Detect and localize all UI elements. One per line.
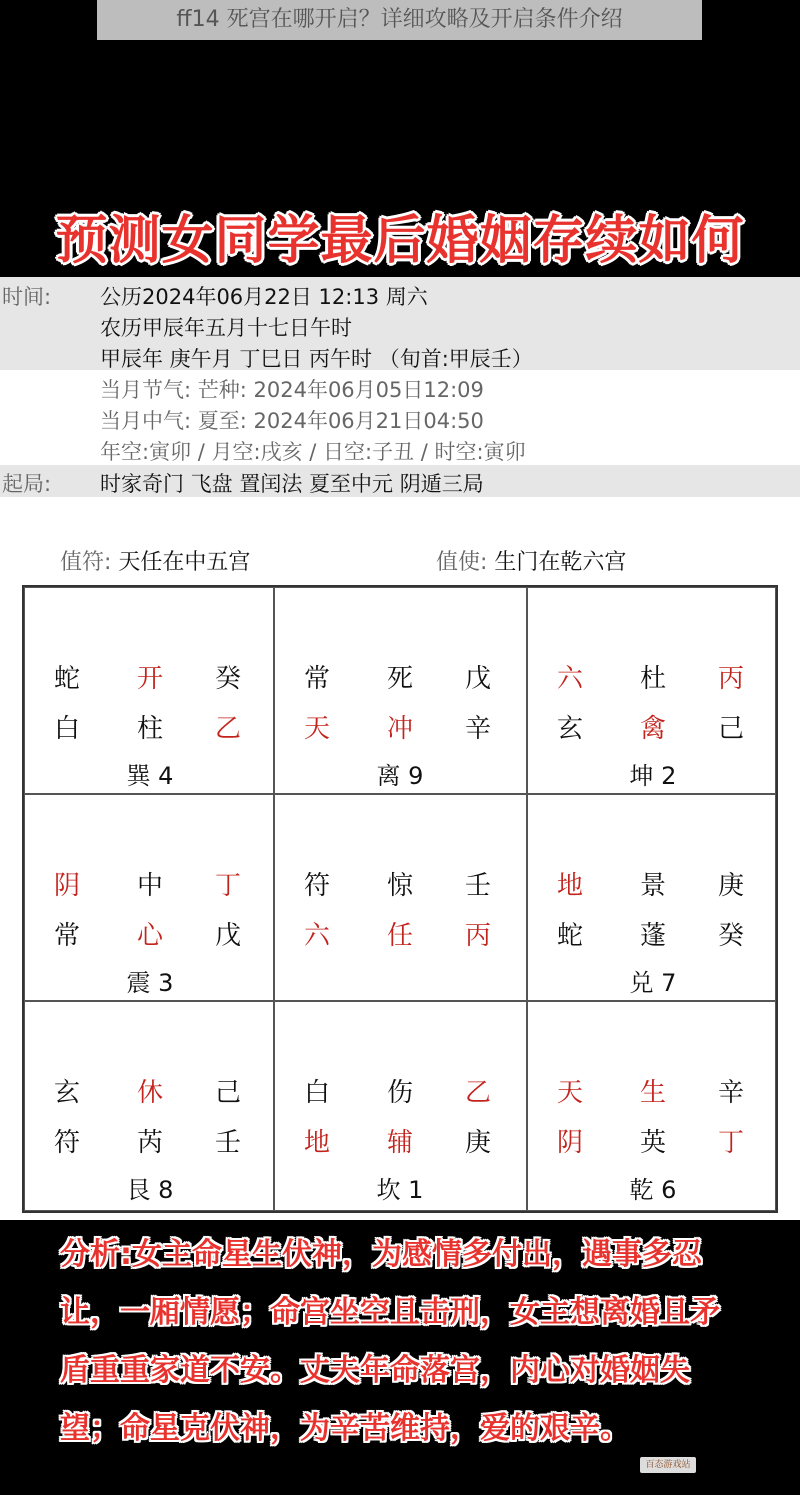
palace-glyph: 戊 bbox=[214, 921, 241, 951]
palace-glyph: 白 bbox=[303, 1078, 330, 1108]
palace-glyph: 英 bbox=[639, 1128, 666, 1158]
palace-name: 震 3 bbox=[126, 969, 174, 997]
palace-glyph: 丁 bbox=[214, 871, 241, 901]
palace-glyph: 伤 bbox=[386, 1078, 413, 1108]
palace-glyph: 任 bbox=[386, 921, 413, 951]
zhishi-label: 值使: bbox=[436, 550, 488, 575]
palace-glyph: 阴 bbox=[53, 871, 80, 901]
palace-glyph: 心 bbox=[136, 921, 163, 951]
palace-glyph: 常 bbox=[303, 664, 330, 694]
palace-cell bbox=[274, 587, 527, 794]
setup-label: 起局: bbox=[2, 472, 52, 496]
void-line: 年空:寅卯 / 月空:戌亥 / 日空:子丑 / 时空:寅卯 bbox=[100, 440, 526, 464]
palace-name: 坤 2 bbox=[629, 762, 677, 790]
nine-palace-grid bbox=[22, 585, 778, 1213]
palace-glyph: 生 bbox=[639, 1078, 666, 1108]
time-line-lunar: 农历甲辰年五月十七日午时 bbox=[100, 316, 352, 340]
palace-glyph: 庚 bbox=[717, 871, 744, 901]
palace-glyph: 杜 bbox=[639, 664, 666, 694]
palace-glyph: 辛 bbox=[717, 1078, 744, 1108]
zhishi-value: 生门在乾六宫 bbox=[494, 550, 627, 575]
zhifu-value: 天任在中五宫 bbox=[118, 550, 251, 575]
palace-glyph: 符 bbox=[53, 1128, 80, 1158]
palace-cell bbox=[527, 794, 776, 1001]
palace-glyph: 庚 bbox=[464, 1128, 491, 1158]
palace-glyph: 天 bbox=[556, 1078, 583, 1108]
palace-glyph: 辅 bbox=[386, 1128, 413, 1158]
palace-glyph: 惊 bbox=[386, 871, 413, 901]
watermark-logo: 百态游戏站 bbox=[640, 1457, 696, 1473]
palace-glyph: 天 bbox=[303, 714, 330, 744]
palace-cell bbox=[24, 587, 274, 794]
analysis-line: 让，一厢情愿；命宫坐空且击刑，女主想离婚且矛 bbox=[60, 1295, 720, 1330]
palace-glyph: 符 bbox=[303, 871, 330, 901]
palace-glyph: 常 bbox=[53, 921, 80, 951]
palace-glyph: 己 bbox=[717, 714, 744, 744]
palace-glyph: 开 bbox=[136, 664, 163, 694]
palace-glyph: 乙 bbox=[214, 714, 241, 744]
palace-cell bbox=[274, 794, 527, 1001]
zhifu-label: 值符: bbox=[60, 550, 112, 575]
palace-name: 离 9 bbox=[376, 762, 424, 790]
palace-glyph: 癸 bbox=[214, 664, 241, 694]
mid-term-line: 当月中气: 夏至: 2024年06月21日04:50 bbox=[100, 409, 484, 433]
time-line-solar: 公历2024年06月22日 12:13 周六 bbox=[100, 285, 428, 309]
palace-cell bbox=[527, 587, 776, 794]
palace-glyph: 蛇 bbox=[53, 664, 80, 694]
palace-glyph: 丁 bbox=[717, 1128, 744, 1158]
palace-glyph: 中 bbox=[136, 871, 163, 901]
palace-name: 坎 1 bbox=[376, 1176, 424, 1204]
palace-cell bbox=[527, 1001, 776, 1211]
palace-glyph: 休 bbox=[136, 1078, 163, 1108]
palace-glyph: 辛 bbox=[464, 714, 491, 744]
analysis-line: 分析:女主命星生伏神，为感情多付出，遇事多忍 bbox=[60, 1237, 702, 1272]
palace-glyph: 丙 bbox=[464, 921, 491, 951]
palace-glyph: 地 bbox=[556, 871, 583, 901]
time-block bbox=[0, 277, 800, 370]
palace-cell bbox=[24, 794, 274, 1001]
palace-glyph: 禽 bbox=[639, 714, 666, 744]
palace-glyph: 六 bbox=[303, 921, 330, 951]
palace-glyph: 癸 bbox=[717, 921, 744, 951]
palace-glyph: 蓬 bbox=[639, 921, 666, 951]
setup-line: 时家奇门 飞盘 置闰法 夏至中元 阴遁三局 bbox=[100, 472, 484, 496]
solar-term-line: 当月节气: 芒种: 2024年06月05日12:09 bbox=[100, 378, 484, 402]
palace-glyph: 阴 bbox=[556, 1128, 583, 1158]
palace-glyph: 死 bbox=[386, 664, 413, 694]
palace-name: 乾 6 bbox=[629, 1176, 677, 1204]
palace-glyph: 地 bbox=[303, 1128, 330, 1158]
qimen-sheet bbox=[0, 277, 800, 1220]
palace-name: 巽 4 bbox=[126, 762, 174, 790]
palace-glyph: 乙 bbox=[464, 1078, 491, 1108]
palace-glyph: 壬 bbox=[214, 1128, 241, 1158]
palace-glyph: 己 bbox=[214, 1078, 241, 1108]
analysis-line: 望；命星克伏神，为辛苦维持，爱的艰辛。 bbox=[60, 1411, 630, 1446]
headline: 预测女同学最后婚姻存续如何 bbox=[55, 211, 745, 271]
palace-name: 兑 7 bbox=[629, 969, 677, 997]
palace-glyph: 戊 bbox=[464, 664, 491, 694]
palace-name: 艮 8 bbox=[126, 1176, 174, 1204]
palace-glyph: 玄 bbox=[53, 1078, 80, 1108]
setup-block bbox=[0, 465, 800, 497]
palace-glyph: 白 bbox=[53, 714, 80, 744]
zhishi bbox=[436, 545, 626, 576]
palace-glyph: 冲 bbox=[386, 714, 413, 744]
palace-glyph: 丙 bbox=[717, 664, 744, 694]
palace-glyph: 壬 bbox=[464, 871, 491, 901]
palace-cell bbox=[274, 1001, 527, 1211]
palace-glyph: 景 bbox=[639, 871, 666, 901]
palace-glyph: 柱 bbox=[136, 714, 163, 744]
palace-glyph: 玄 bbox=[556, 714, 583, 744]
palace-glyph: 芮 bbox=[136, 1128, 163, 1158]
caption-bar: ff14 死宫在哪开启？详细攻略及开启条件介绍 bbox=[97, 0, 702, 40]
palace-glyph: 蛇 bbox=[556, 921, 583, 951]
solar-term-block bbox=[0, 370, 800, 465]
analysis-text bbox=[60, 1226, 750, 1458]
analysis-line: 盾重重家道不安。丈夫年命落宫，内心对婚姻失 bbox=[60, 1353, 690, 1388]
time-line-ganzhi: 甲辰年 庚午月 丁巳日 丙午时 （旬首:甲辰壬） bbox=[100, 347, 533, 371]
zhifu bbox=[60, 545, 250, 576]
time-label: 时间: bbox=[2, 285, 52, 309]
palace-glyph: 六 bbox=[556, 664, 583, 694]
palace-cell bbox=[24, 1001, 274, 1211]
